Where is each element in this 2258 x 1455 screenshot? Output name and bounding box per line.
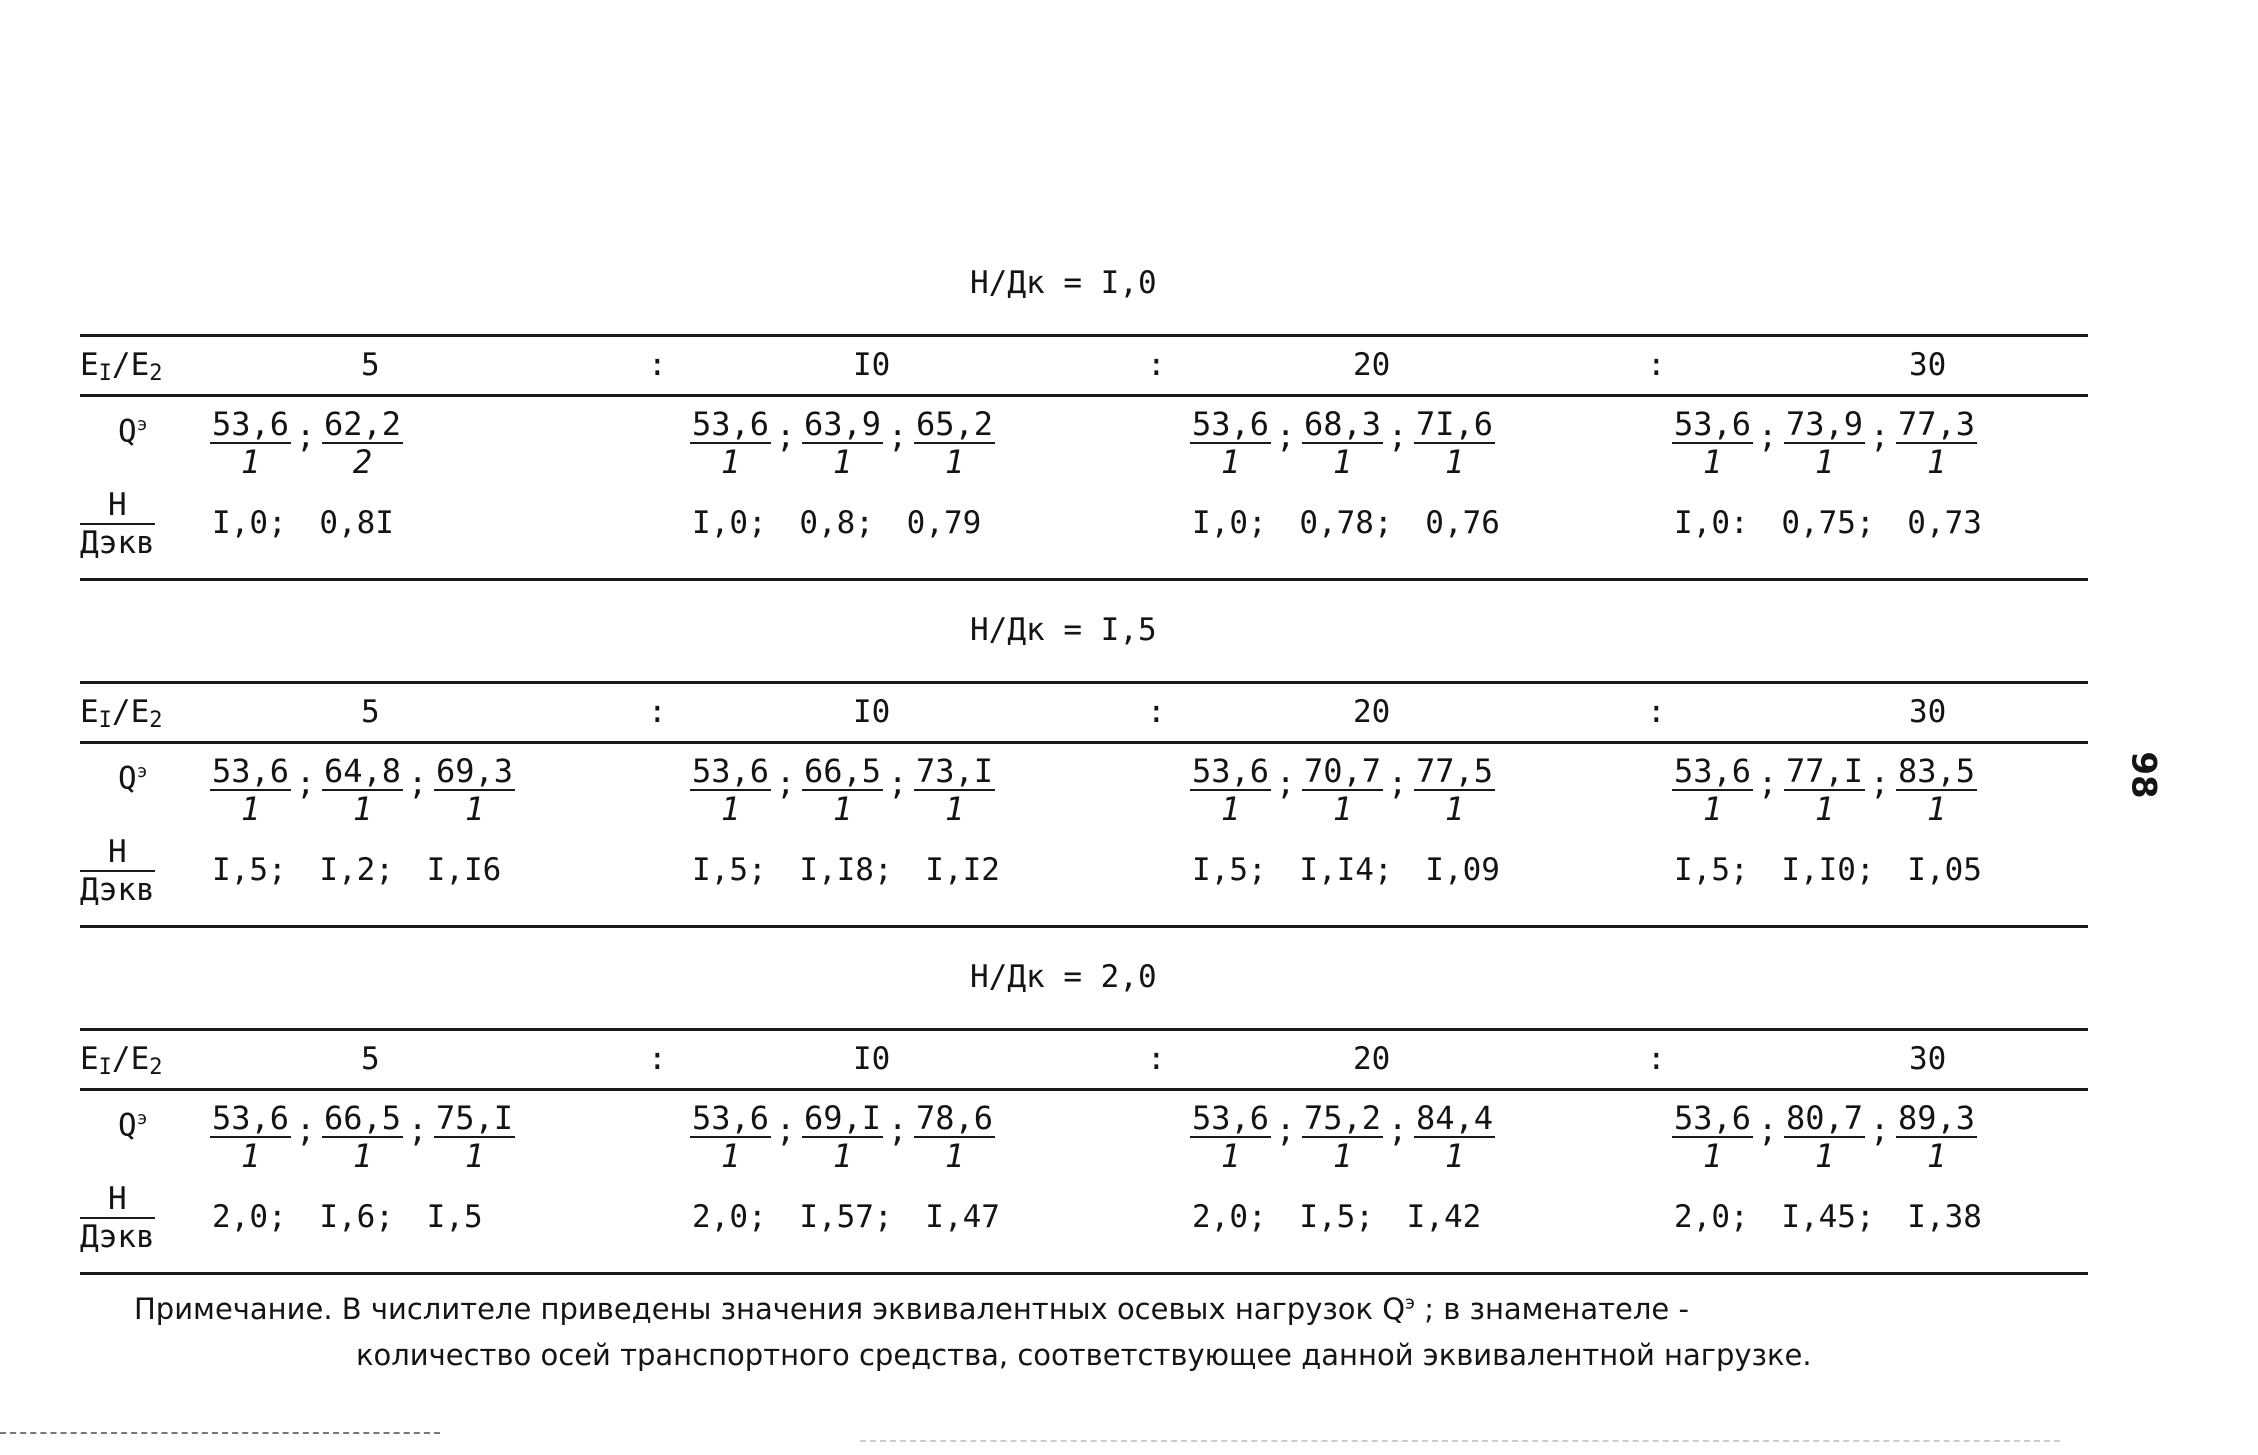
ratio-label — [80, 1041, 163, 1080]
load-fraction — [1784, 1099, 1865, 1175]
fraction-numerator: 68,3 — [1304, 405, 1382, 443]
column-header: I0 — [853, 1041, 891, 1077]
load-fraction — [1896, 405, 1977, 481]
fraction-separator: ; — [888, 417, 908, 455]
fraction-separator: ; — [1758, 764, 1778, 802]
load-fraction — [1302, 752, 1383, 828]
fraction-denominator: 1 — [1702, 790, 1723, 828]
fraction-numerator: 53,6 — [212, 752, 290, 790]
h-ratio-denominator: Дэкв — [80, 525, 155, 561]
load-fraction — [690, 1099, 771, 1175]
h-ratio-label — [80, 487, 155, 561]
load-fraction — [1414, 752, 1495, 828]
h-values: 2,0; I,5; I,42 — [1192, 1199, 1482, 1235]
fraction-numerator: 53,6 — [692, 1099, 770, 1137]
load-fraction — [1302, 405, 1383, 481]
fraction-numerator: 66,5 — [324, 1099, 402, 1137]
load-fraction — [914, 1099, 995, 1175]
column-separator: : — [1147, 347, 1166, 383]
header-rule — [80, 394, 2088, 397]
fraction-denominator: 1 — [1814, 790, 1835, 828]
fraction-separator: ; — [776, 764, 796, 802]
ratio-label-part: E — [80, 1041, 99, 1077]
fraction-denominator: 1 — [240, 443, 261, 481]
column-header: 5 — [361, 1041, 380, 1077]
section-title: H/Дк = 2,0 — [970, 959, 1157, 995]
section-title: H/Дк = I,5 — [970, 612, 1157, 648]
load-fraction — [434, 752, 515, 828]
column-separator: : — [1147, 1041, 1166, 1077]
fraction-denominator: 2 — [352, 443, 373, 481]
fraction-numerator: 62,2 — [324, 405, 402, 443]
fraction-denominator: 1 — [1444, 790, 1465, 828]
ratio-label-part: 2 — [149, 1055, 163, 1080]
fraction-separator: ; — [296, 764, 316, 802]
load-fraction — [210, 1099, 291, 1175]
fraction-numerator: 78,6 — [916, 1099, 994, 1137]
table-top-rule — [80, 681, 2088, 684]
load-fraction — [1414, 1099, 1495, 1175]
column-separator: : — [648, 347, 667, 383]
fraction-numerator: 53,6 — [1674, 1099, 1752, 1137]
h-values: 2,0; I,57; I,47 — [692, 1199, 1000, 1235]
fraction-separator: ; — [888, 1111, 908, 1149]
h-values: I,0: 0,75; 0,73 — [1674, 505, 1982, 541]
fraction-denominator: 1 — [1926, 1137, 1947, 1175]
scan-artifact-line — [860, 1440, 2060, 1442]
fraction-separator: ; — [1870, 1111, 1890, 1149]
load-fraction — [210, 405, 291, 481]
column-separator: : — [648, 694, 667, 730]
fraction-denominator: 1 — [1220, 1137, 1241, 1175]
fraction-numerator: 53,6 — [1192, 1099, 1270, 1137]
fraction-separator: ; — [888, 764, 908, 802]
table-bottom-rule — [80, 1272, 2088, 1275]
fraction-separator: ; — [1388, 1111, 1408, 1149]
fraction-numerator: 66,5 — [804, 752, 882, 790]
ratio-label — [80, 694, 163, 733]
fraction-denominator: 1 — [464, 790, 485, 828]
q-label-part: Q — [118, 1107, 137, 1144]
fraction-numerator: 64,8 — [324, 752, 402, 790]
ratio-label-part: I — [98, 361, 112, 386]
column-header: 20 — [1353, 347, 1391, 383]
ratio-label-part: /E — [111, 694, 150, 730]
fraction-separator: ; — [1388, 417, 1408, 455]
fraction-numerator: 83,5 — [1898, 752, 1976, 790]
fraction-denominator: 1 — [944, 1137, 965, 1175]
ratio-label-part: I — [98, 708, 112, 733]
h-values: I,5; I,I0; I,05 — [1674, 852, 1982, 888]
fraction-separator: ; — [1758, 417, 1778, 455]
load-fraction — [1672, 752, 1753, 828]
header-rule — [80, 741, 2088, 744]
fraction-denominator: 1 — [240, 790, 261, 828]
ratio-label-part: /E — [111, 1041, 150, 1077]
load-fraction — [210, 752, 291, 828]
load-fraction — [1190, 752, 1271, 828]
fraction-numerator: 84,4 — [1416, 1099, 1494, 1137]
fraction-numerator: 53,6 — [1674, 405, 1752, 443]
h-ratio-denominator: Дэкв — [80, 1219, 155, 1255]
fraction-numerator: 77,3 — [1898, 405, 1976, 443]
fraction-denominator: 1 — [832, 1137, 853, 1175]
table-top-rule — [80, 334, 2088, 337]
fraction-denominator: 1 — [1220, 790, 1241, 828]
fraction-denominator: 1 — [944, 790, 965, 828]
fraction-denominator: 1 — [720, 790, 741, 828]
q-label — [118, 413, 148, 450]
fraction-denominator: 1 — [1444, 1137, 1465, 1175]
load-fraction — [914, 752, 995, 828]
load-fraction — [1414, 405, 1495, 481]
fraction-denominator: 1 — [832, 443, 853, 481]
h-values: I,0; 0,8; 0,79 — [692, 505, 982, 541]
column-header: 20 — [1353, 694, 1391, 730]
fraction-denominator: 1 — [1702, 1137, 1723, 1175]
column-header: 30 — [1909, 1041, 1947, 1077]
load-fraction — [1784, 752, 1865, 828]
fraction-numerator: 89,3 — [1898, 1099, 1976, 1137]
note-spacer — [1415, 1292, 1424, 1326]
q-label — [118, 1107, 148, 1144]
fraction-numerator: 63,9 — [804, 405, 882, 443]
fraction-numerator: 69,3 — [436, 752, 514, 790]
note-text-tail: ; в знаменателе - — [1424, 1292, 1689, 1326]
load-fraction — [802, 1099, 883, 1175]
load-fraction — [434, 1099, 515, 1175]
fraction-numerator: 53,6 — [1674, 752, 1752, 790]
q-label-part: э — [136, 1108, 148, 1129]
fraction-separator: ; — [408, 1111, 428, 1149]
fraction-numerator: 77,5 — [1416, 752, 1494, 790]
fraction-separator: ; — [1276, 417, 1296, 455]
h-values: I,5; I,I4; I,09 — [1192, 852, 1500, 888]
fraction-denominator: 1 — [1926, 443, 1947, 481]
section-title: H/Дк = I,0 — [970, 265, 1157, 301]
column-header: 30 — [1909, 347, 1947, 383]
fraction-numerator: 53,6 — [692, 752, 770, 790]
column-header: 20 — [1353, 1041, 1391, 1077]
ratio-label-part: I — [98, 1055, 112, 1080]
h-values: 2,0; I,6; I,5 — [212, 1199, 483, 1235]
ratio-label-part: E — [80, 694, 99, 730]
h-ratio-numerator: H — [80, 837, 155, 872]
column-header: I0 — [853, 694, 891, 730]
page-number: 98 — [2123, 751, 2164, 799]
column-separator: : — [1647, 1041, 1666, 1077]
fraction-separator: ; — [776, 1111, 796, 1149]
fraction-numerator: 53,6 — [212, 405, 290, 443]
ratio-label-part: 2 — [149, 708, 163, 733]
table-top-rule — [80, 1028, 2088, 1031]
scan-artifact-line — [0, 1432, 440, 1434]
fraction-denominator: 1 — [464, 1137, 485, 1175]
fraction-denominator: 1 — [240, 1137, 261, 1175]
h-values: I,5; I,2; I,I6 — [212, 852, 502, 888]
fraction-separator: ; — [1870, 417, 1890, 455]
fraction-numerator: 53,6 — [692, 405, 770, 443]
ratio-label-part: 2 — [149, 361, 163, 386]
fraction-numerator: 69,I — [804, 1099, 882, 1137]
fraction-denominator: 1 — [1332, 443, 1353, 481]
h-ratio-numerator: H — [80, 1184, 155, 1219]
fraction-denominator: 1 — [1926, 790, 1947, 828]
h-ratio-denominator: Дэкв — [80, 872, 155, 908]
note-text: Примечание. В числителе приведены значения эквивалентных осевых нагрузок Q — [134, 1292, 1406, 1326]
note-superscript: э — [1405, 1292, 1415, 1314]
ratio-label-part: /E — [111, 347, 150, 383]
column-separator: : — [1647, 347, 1666, 383]
fraction-numerator: 53,6 — [1192, 405, 1270, 443]
h-ratio-label — [80, 834, 155, 908]
ratio-label — [80, 347, 163, 386]
h-values: I,0; 0,8I — [212, 505, 394, 541]
fraction-separator: ; — [1758, 1111, 1778, 1149]
fraction-numerator: 80,7 — [1786, 1099, 1864, 1137]
column-header: 5 — [361, 694, 380, 730]
fraction-denominator: 1 — [352, 1137, 373, 1175]
fraction-denominator: 1 — [832, 790, 853, 828]
column-header: 30 — [1909, 694, 1947, 730]
fraction-separator: ; — [1276, 1111, 1296, 1149]
fraction-denominator: 1 — [1332, 790, 1353, 828]
load-fraction — [1190, 1099, 1271, 1175]
fraction-denominator: 1 — [1332, 1137, 1353, 1175]
fraction-numerator: 7I,6 — [1416, 405, 1494, 443]
fraction-separator: ; — [296, 417, 316, 455]
q-label-part: Q — [118, 760, 137, 797]
h-values: I,0; 0,78; 0,76 — [1192, 505, 1500, 541]
load-fraction — [802, 405, 883, 481]
ratio-label-part: E — [80, 347, 99, 383]
fraction-separator: ; — [776, 417, 796, 455]
load-fraction — [322, 1099, 403, 1175]
fraction-numerator: 73,9 — [1786, 405, 1864, 443]
fraction-denominator: 1 — [1814, 1137, 1835, 1175]
q-label-part: э — [136, 761, 148, 782]
load-fraction — [1784, 405, 1865, 481]
load-fraction — [1302, 1099, 1383, 1175]
fraction-denominator: 1 — [944, 443, 965, 481]
load-fraction — [1896, 1099, 1977, 1175]
load-fraction — [1190, 405, 1271, 481]
load-fraction — [1672, 405, 1753, 481]
fraction-separator: ; — [1276, 764, 1296, 802]
h-values: I,5; I,I8; I,I2 — [692, 852, 1000, 888]
fraction-denominator: 1 — [1220, 443, 1241, 481]
fraction-denominator: 1 — [352, 790, 373, 828]
fraction-numerator: 53,6 — [212, 1099, 290, 1137]
load-fraction — [914, 405, 995, 481]
table-bottom-rule — [80, 925, 2088, 928]
fraction-denominator: 1 — [720, 1137, 741, 1175]
load-fraction — [690, 405, 771, 481]
column-separator: : — [1147, 694, 1166, 730]
h-values: 2,0; I,45; I,38 — [1674, 1199, 1982, 1235]
column-separator: : — [648, 1041, 667, 1077]
h-ratio-numerator: H — [80, 490, 155, 525]
fraction-numerator: 73,I — [916, 752, 994, 790]
load-fraction — [1672, 1099, 1753, 1175]
note-line-1 — [134, 1292, 1689, 1326]
load-fraction — [690, 752, 771, 828]
table-bottom-rule — [80, 578, 2088, 581]
fraction-numerator: 77,I — [1786, 752, 1864, 790]
fraction-denominator: 1 — [1702, 443, 1723, 481]
header-rule — [80, 1088, 2088, 1091]
fraction-numerator: 75,2 — [1304, 1099, 1382, 1137]
q-label — [118, 760, 148, 797]
load-fraction — [1896, 752, 1977, 828]
fraction-denominator: 1 — [1814, 443, 1835, 481]
fraction-denominator: 1 — [720, 443, 741, 481]
q-label-part: Q — [118, 413, 137, 450]
q-label-part: э — [136, 414, 148, 435]
fraction-numerator: 65,2 — [916, 405, 994, 443]
load-fraction — [322, 405, 403, 481]
column-header: I0 — [853, 347, 891, 383]
load-fraction — [322, 752, 403, 828]
h-ratio-label — [80, 1181, 155, 1255]
fraction-denominator: 1 — [1444, 443, 1465, 481]
load-fraction — [802, 752, 883, 828]
note-line-2: количество осей транспортного средства, соответствующее данной эквивалентной нагрузке. — [356, 1338, 1812, 1372]
column-separator: : — [1647, 694, 1666, 730]
fraction-separator: ; — [296, 1111, 316, 1149]
fraction-numerator: 70,7 — [1304, 752, 1382, 790]
fraction-separator: ; — [408, 764, 428, 802]
column-header: 5 — [361, 347, 380, 383]
fraction-numerator: 53,6 — [1192, 752, 1270, 790]
fraction-separator: ; — [1870, 764, 1890, 802]
fraction-numerator: 75,I — [436, 1099, 514, 1137]
fraction-separator: ; — [1388, 764, 1408, 802]
